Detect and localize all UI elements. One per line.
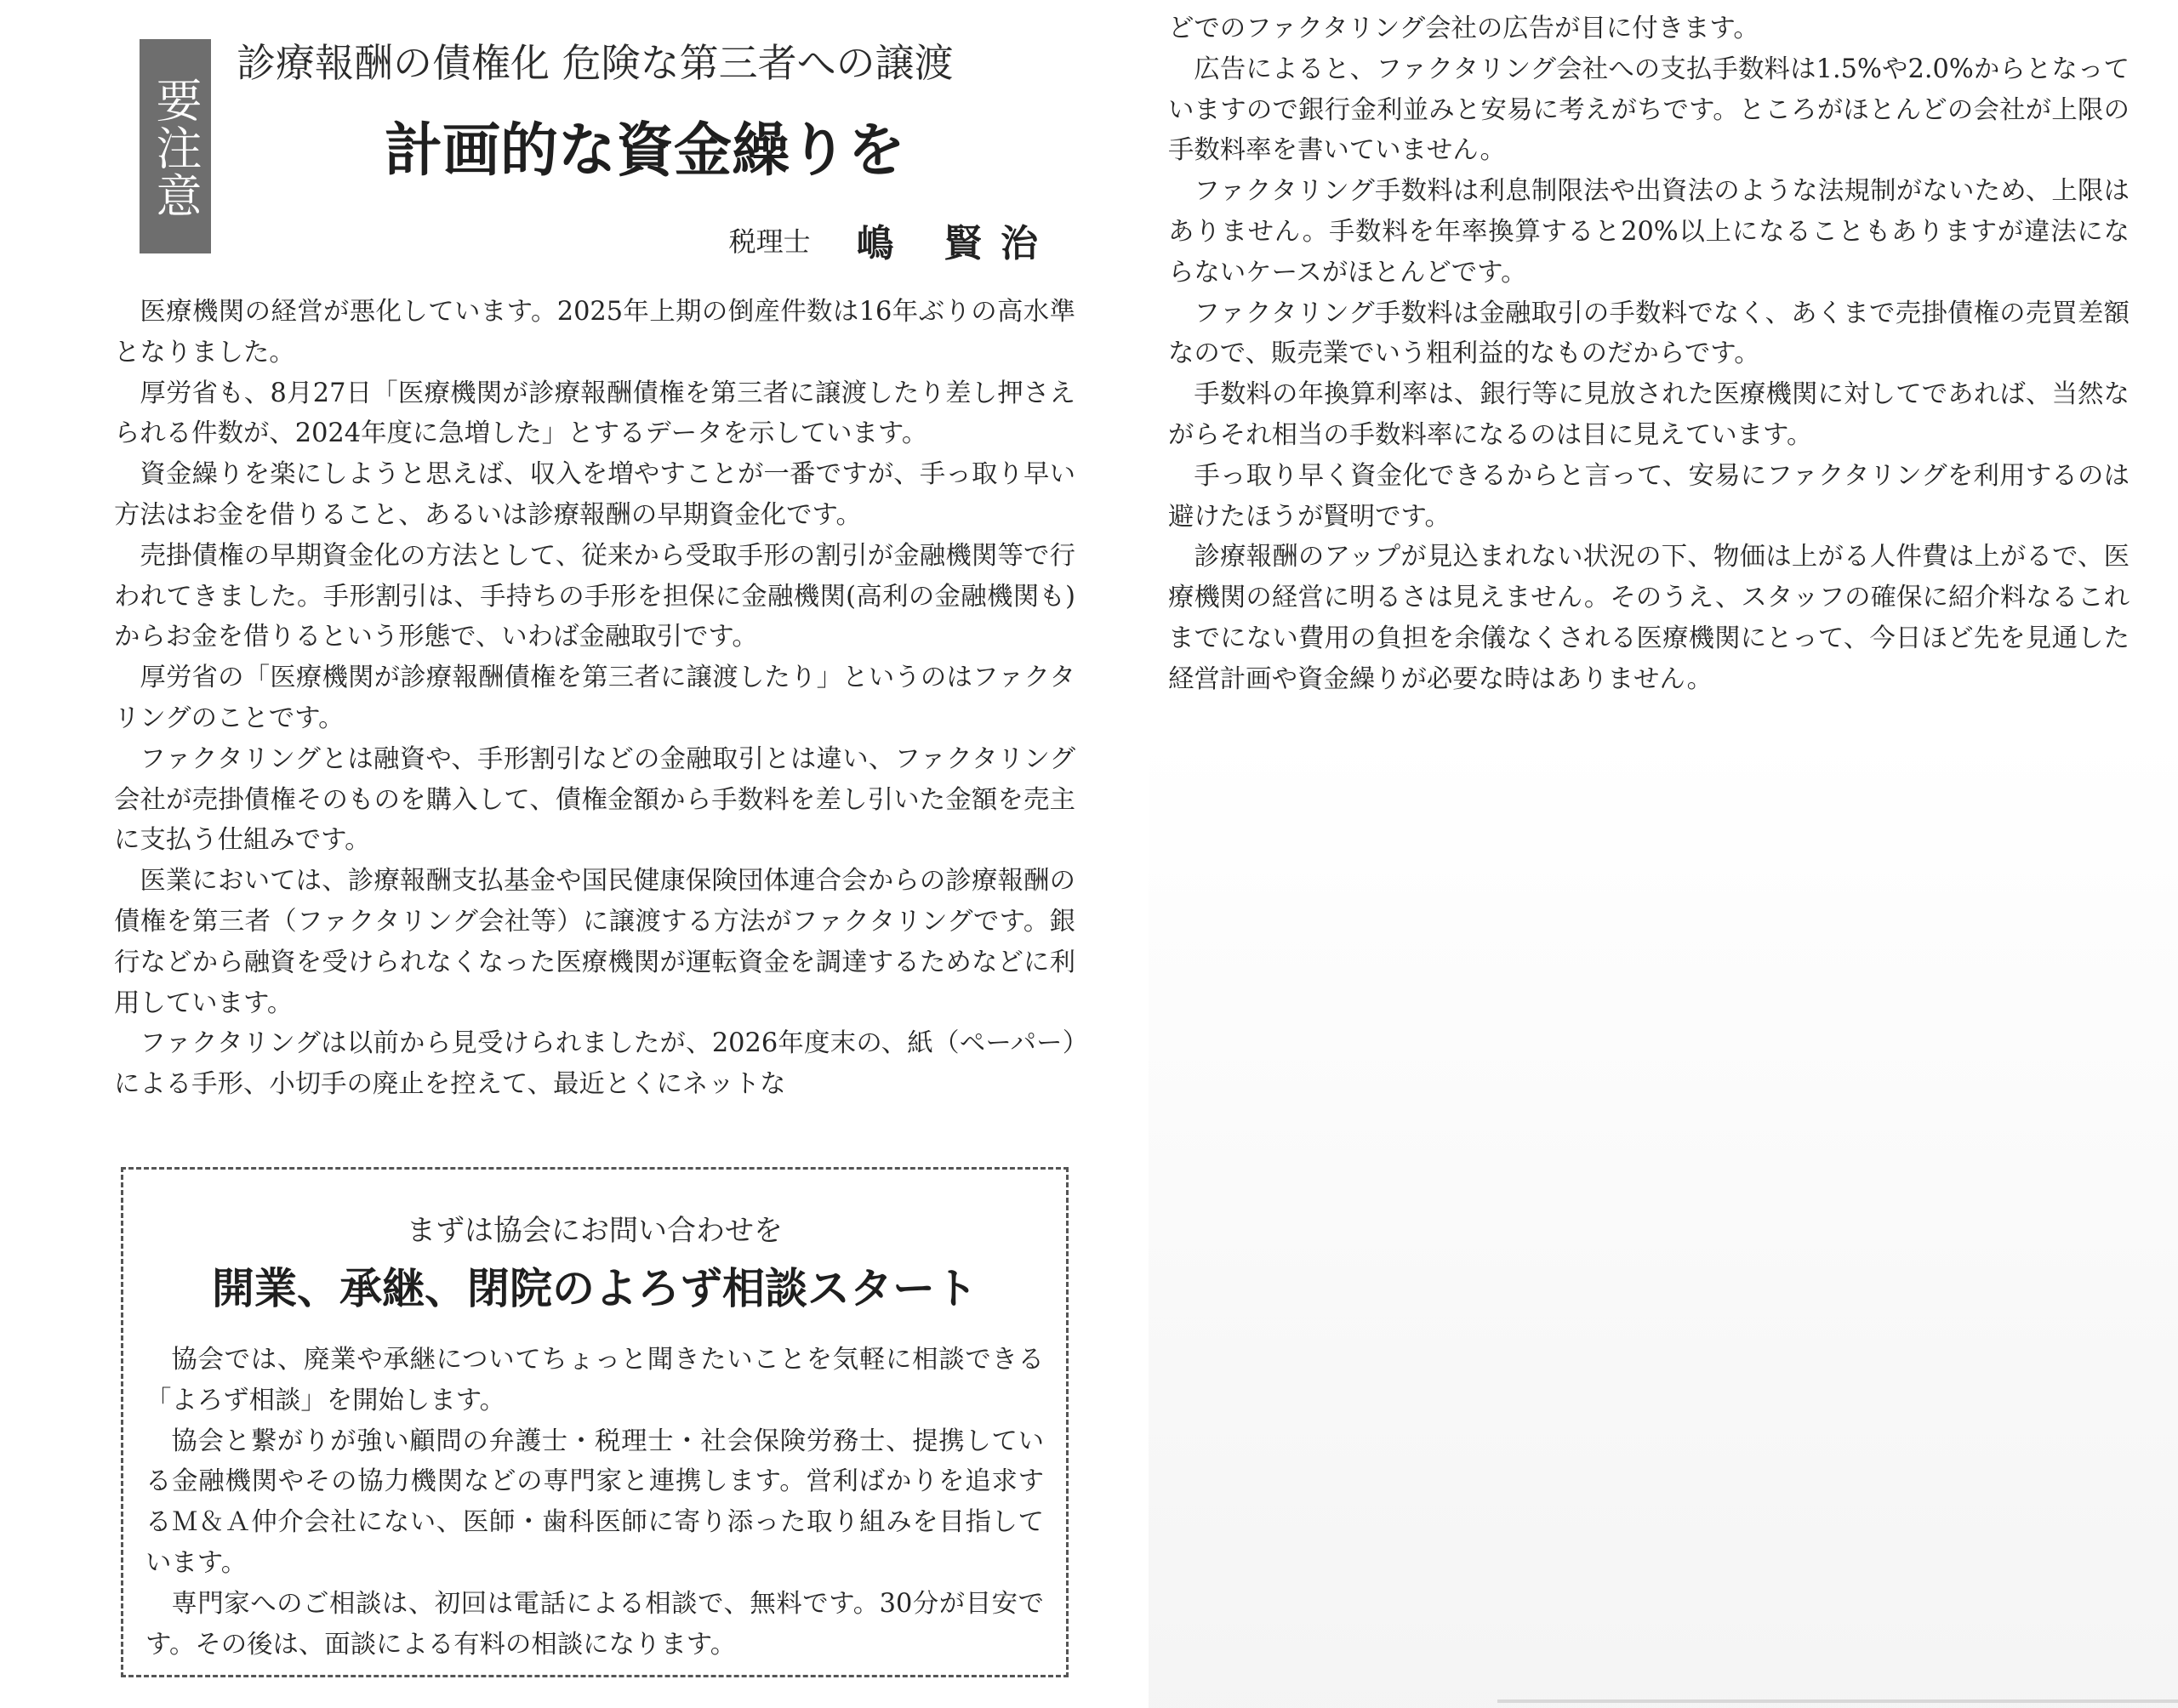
notice-paragraph: 専門家へのご相談は、初回は電話による相談で、無料です。30分が目安です。その後は、面談による有料の相談になります。: [145, 1588, 1044, 1660]
author-name: 嶋 賢治: [856, 222, 1057, 265]
scan-shading: [1149, 732, 2178, 1708]
caution-tag-label: 要注意: [149, 77, 202, 219]
body-paragraph: ファクタリング手数料は金融取引の手数料でなく、あくまで売掛債権の売買差額なので、販売業でいう粗利益的なものだからです。: [1168, 298, 2130, 369]
notice-paragraph: 協会では、廃業や承継についてちょっと聞きたいことを気軽に相談できる「よろず相談」を開始します。: [145, 1345, 1044, 1415]
body-paragraph: 厚労省の「医療機関が診療報酬債権を第三者に譲渡したり」というのはファクタリングのことです。: [114, 663, 1075, 733]
right-body-column: [1168, 9, 2130, 700]
notice-body: [145, 1340, 1044, 1665]
caution-tag: [140, 39, 211, 253]
body-paragraph: 診療報酬のアップが見込まれない状況の下、物価は上がる人件費は上がるで、医療機関の経営に明るさは見えません。そのうえ、スタッフの確保に紹介料なるこれまでにない費用の負担を余儀なくされる医療機関にとって、今日ほど先を見通した経営計画や資金繰りが必要な時はありません。: [1168, 542, 2130, 694]
left-body-column: [114, 292, 1075, 1105]
body-paragraph: 医業においては、診療報酬支払基金や国民健康保険団体連合会からの診療報酬の債権を第三者（ファクタリング会社等）に譲渡する方法がファクタリングです。銀行などから融資を受けられなくなった医療機関が運転資金を調達するためなどに利用しています。: [114, 866, 1075, 1018]
body-paragraph-continuation: どでのファクタリング会社の広告が目に付きます。: [1168, 14, 1759, 43]
page-edge-line: [1497, 1699, 2178, 1703]
article-title: 計画的な資金繰りを: [384, 117, 905, 185]
body-paragraph: ファクタリング手数料は利息制限法や出資法のような法規制がないため、上限はありません。手数料を年率換算すると20%以上になることもありますが違法にならないケースがほとんどです。: [1168, 176, 2130, 288]
body-paragraph: 売掛債権の早期資金化の方法として、従来から受取手形の割引が金融機関等で行われてきました。手形割引は、手持ちの手形を担保に金融機関(高利の金融機関も)からお金を借りるという形態で、いわば金融取引です。: [114, 540, 1075, 652]
article-subtitle: 診療報酬の債権化 危険な第三者への譲渡: [237, 40, 954, 86]
notice-title: 開業、承継、閉院のよろず相談スタート: [212, 1264, 978, 1313]
notice-subtitle: まずは協会にお問い合わせを: [407, 1214, 783, 1248]
author-byline: [729, 213, 1057, 267]
body-paragraph: 資金繰りを楽にしようと思えば、収入を増やすことが一番ですが、手っ取り早い方法はお金を借りること、あるいは診療報酬の早期資金化です。: [114, 459, 1075, 530]
body-paragraph: 手っ取り早く資金化できるからと言って、安易にファクタリングを利用するのは避けたほうが賢明です。: [1168, 460, 2130, 532]
consultation-notice-box: [121, 1167, 1069, 1677]
author-role: 税理士: [728, 225, 811, 258]
body-paragraph: ファクタリングとは融資や、手形割引などの金融取引とは違い、ファクタリング会社が売掛債権そのものを購入して、債権金額から手数料を差し引いた金額を売主に支払う仕組みです。: [114, 743, 1075, 856]
notice-paragraph: 協会と繋がりが強い顧問の弁護士・税理士・社会保険労務士、提携している金融機関やその協力機関などの専門家と連携します。営利ばかりを追求するＭ＆Ａ仲介会社にない、医師・歯科医師に寄り添った取り組みを目指しています。: [145, 1426, 1044, 1578]
body-paragraph: 医療機関の経営が悪化しています。2025年上期の倒産件数は16年ぶりの高水準となりました。: [114, 297, 1075, 367]
body-paragraph: 広告によると、ファクタリング会社への支払手数料は1.5%や2.0%からとなっていますので銀行金利並みと安易に考えがちです。ところがほとんどの会社が上限の手数料率を書いていません。: [1168, 54, 2130, 166]
body-paragraph: 厚労省も、8月27日「医療機関が診療報酬債権を第三者に譲渡したり差し押さえられる件数が、2024年度に急増した」とするデータを示しています。: [114, 378, 1075, 449]
body-paragraph: ファクタリングは以前から見受けられましたが、2026年度末の、紙（ペーパー）による手形、小切手の廃止を控えて、最近とくにネットな: [114, 1028, 1075, 1100]
body-paragraph: 手数料の年換算利率は、銀行等に見放された医療機関に対してであれば、当然ながらそれ相当の手数料率になるのは目に見えています。: [1168, 379, 2130, 450]
